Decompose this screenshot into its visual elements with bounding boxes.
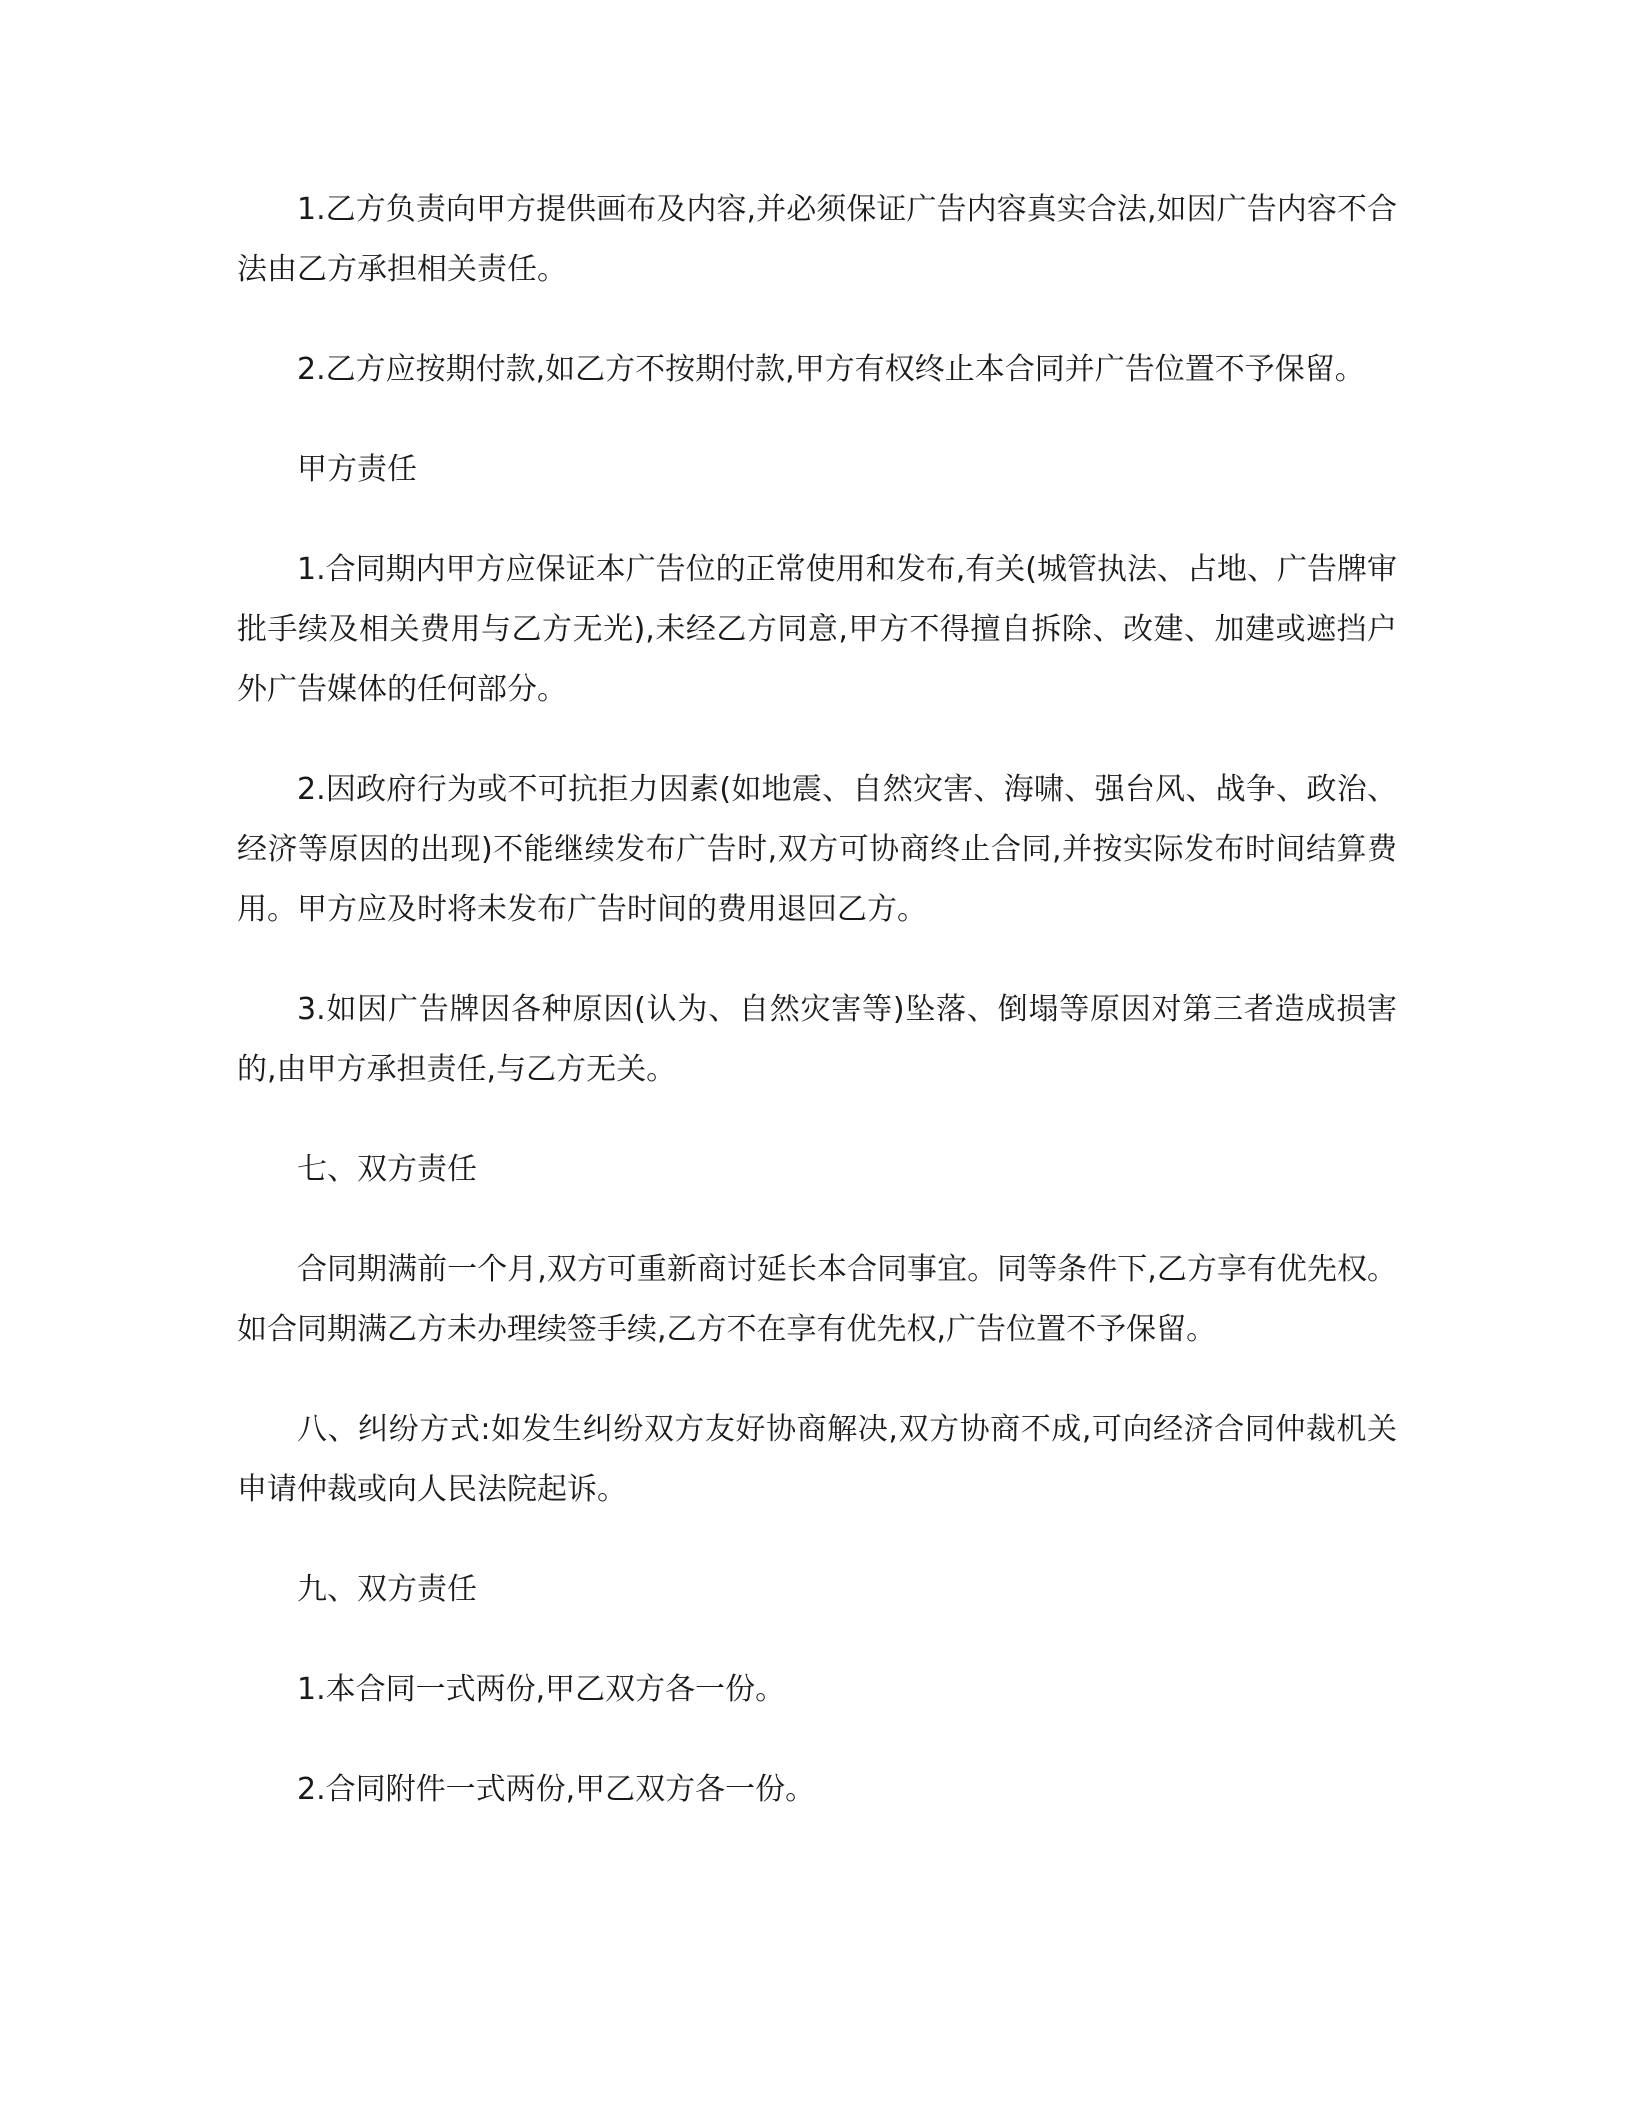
- clause-b-2: 2.乙方应按期付款,如乙方不按期付款,甲方有权终止本合同并广告位置不予保留。: [297, 352, 1365, 387]
- section-8-disputes: 八、纠纷方式:如发生纠纷双方友好协商解决,双方协商不成,可向经济合同仲裁机关申请仲裁或向人民法院起诉。: [237, 1412, 1397, 1507]
- clause-a-3: 3.如因广告牌因各种原因(认为、自然灾害等)坠落、倒塌等原因对第三者造成损害的,由甲方承担责任,与乙方无关。: [237, 992, 1397, 1087]
- clause-a-1: 1.合同期内甲方应保证本广告位的正常使用和发布,有关(城管执法、占地、广告牌审批手续及相关费用与乙方无光),未经乙方同意,甲方不得擅自拆除、改建、加建或遮挡户外广告媒体的任何部分。: [237, 552, 1397, 707]
- section-heading-party-a-duties: 甲方责任: [297, 452, 417, 487]
- section-heading-7: 七、双方责任: [297, 1152, 477, 1187]
- clause-9-2: 2.合同附件一式两份,甲乙双方各一份。: [297, 1772, 816, 1807]
- document-body: [237, 180, 1397, 1860]
- clause-7-body: 合同期满前一个月,双方可重新商讨延长本合同事宜。同等条件下,乙方享有优先权。如合同期满乙方未办理续签手续,乙方不在享有优先权,广告位置不予保留。: [237, 1252, 1397, 1347]
- clause-a-2: 2.因政府行为或不可抗拒力因素(如地震、自然灾害、海啸、强台风、战争、政治、经济等原因的出现)不能继续发布广告时,双方可协商终止合同,并按实际发布时间结算费用。甲方应及时将未发布广告时间的费用退回乙方。: [237, 772, 1397, 927]
- clause-9-1: 1.本合同一式两份,甲乙双方各一份。: [297, 1672, 786, 1707]
- clause-b-1: 1.乙方负责向甲方提供画布及内容,并必须保证广告内容真实合法,如因广告内容不合法由乙方承担相关责任。: [237, 192, 1397, 287]
- section-heading-9: 九、双方责任: [297, 1572, 477, 1607]
